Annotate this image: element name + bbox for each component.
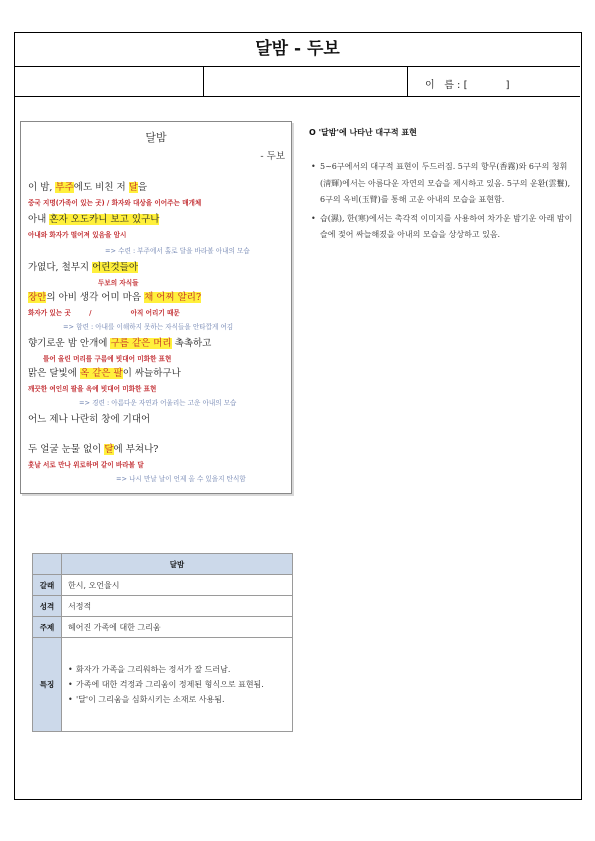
annotation: 중국 지명(가족이 있는 곳) / 화자와 대상을 이어주는 매개체 <box>28 199 202 207</box>
highlight-arm: 옥 같은 팔 <box>79 368 123 379</box>
bullet-icon: • <box>68 695 73 704</box>
highlight-moon: 달 <box>128 182 138 193</box>
row-value: 헤어진 가족에 대한 그리움 <box>62 617 293 638</box>
poem-line: 이 밤, 부주에도 비친 저 달을 <box>28 182 148 193</box>
table-header: 달밤 <box>62 554 293 575</box>
row-value <box>62 638 293 732</box>
highlight-hair: 구름 같은 머리 <box>110 338 172 349</box>
name-field-label: 이 름 : [ ] <box>425 80 510 91</box>
list-item: • 습(濕), 한(寒)에서는 촉각적 이미지를 사용하여 차가운 밤기운 아래 밤이슬에 젖어 싸늘해졌을 아내의 모습을 상상하고 있음. <box>311 211 574 244</box>
highlight-wife: 혼자 오도카니 보고 있구나 <box>49 214 160 225</box>
poem-author: - 두보 <box>260 151 285 162</box>
features-list <box>68 659 292 710</box>
divider <box>407 67 408 96</box>
table-row <box>33 617 293 638</box>
bullet-icon: • <box>311 213 316 223</box>
row-value: 한시, 오언율시 <box>62 575 293 596</box>
note: => 경련 : 아름다운 자연과 어울리는 고운 아내의 모습 <box>79 399 237 407</box>
annotation: 훗날 서로 만나 위로하며 같이 바라볼 달 <box>28 461 144 469</box>
poem-line: 가엾다, 철부지 어린것들아 <box>28 262 139 273</box>
annotation: 화자가 있는 곳 / 아직 어리기 때문 <box>28 309 180 317</box>
note: => 수련 : 부주에서 홀로 달을 바라볼 아내의 모습 <box>105 247 250 255</box>
poem-line: 맑은 달빛에 옥 같은 팔이 싸늘하구나 <box>28 368 181 379</box>
highlight-moon: 달 <box>104 444 114 455</box>
annotation: 아내와 화자가 떨어져 있음을 암시 <box>28 231 127 239</box>
row-label: 특징 <box>33 638 62 732</box>
row-label: 주제 <box>33 617 62 638</box>
page-title: 달밤 - 두보 <box>15 33 580 67</box>
row-label: 갈래 <box>33 575 62 596</box>
divider <box>203 67 204 96</box>
list-item: • 가족에 대한 걱정과 그리움이 정제된 형식으로 표현됨. <box>68 677 292 692</box>
list-item: • 화자가 가족을 그리워하는 정서가 잘 드러남. <box>68 662 292 677</box>
info-row <box>15 67 580 97</box>
highlight-children: 어린것들아 <box>92 262 139 273</box>
poem-line: 어느 제나 나란히 창에 기대어 <box>28 414 151 425</box>
table-row <box>33 575 293 596</box>
highlight-place: 장안 <box>28 292 47 303</box>
table-corner <box>33 554 62 575</box>
list-item: • 5~6구에서의 대구적 표현이 두드러짐. 5구의 향무(香霧)와 6구의 청휘(淸輝)에서는 아름다운 자연의 모습을 제시하고 있음. 5구의 운환(雲鬟), 6구의 옥비(玉臂)를 통해 고운 아내의 모습을 표현함. <box>311 159 574 209</box>
annotation: 두보의 자식들 <box>98 279 139 287</box>
analysis-list <box>311 159 574 246</box>
note: => 나시 만날 날이 언제 올 수 있을지 탄식함 <box>116 475 246 483</box>
bullet-icon: • <box>68 680 73 689</box>
poem-line: 아내 혼자 오도카니 보고 있구나 <box>28 214 160 225</box>
highlight-place: 부주 <box>55 182 74 193</box>
table-row <box>33 638 293 732</box>
info-table <box>32 553 293 732</box>
bullet-icon: • <box>68 665 73 674</box>
row-label: 성격 <box>33 596 62 617</box>
annotation: 틀어 올린 머리를 구름에 빗대어 미화한 표현 <box>43 355 172 363</box>
highlight-question: 채 어찌 알리? <box>144 292 202 303</box>
bullet-icon: • <box>311 162 316 171</box>
list-item: • '달'이 그리움을 심화시키는 소재로 사용됨. <box>68 692 292 707</box>
row-value: 서정적 <box>62 596 293 617</box>
analysis-heading: O '달밤'에 나타난 대구적 표현 <box>309 128 417 137</box>
poem-line: 향기로운 밤 안개에 구름 같은 머리 촉촉하고 <box>28 338 212 349</box>
note: => 함련 : 아내를 이해하지 못하는 자식들을 안타깝게 여김 <box>63 323 234 331</box>
poem-line: 장안의 아비 생각 어미 마음 채 어찌 알리? <box>28 292 202 303</box>
poem-title: 달밤 <box>145 131 167 144</box>
table-row <box>33 596 293 617</box>
poem-line: 두 얼굴 눈물 없이 달에 부쳐나? <box>28 444 159 455</box>
annotation: 깨끗한 여인의 팔을 옥에 빗대어 미화한 표현 <box>28 385 157 393</box>
poem-box <box>20 121 292 494</box>
